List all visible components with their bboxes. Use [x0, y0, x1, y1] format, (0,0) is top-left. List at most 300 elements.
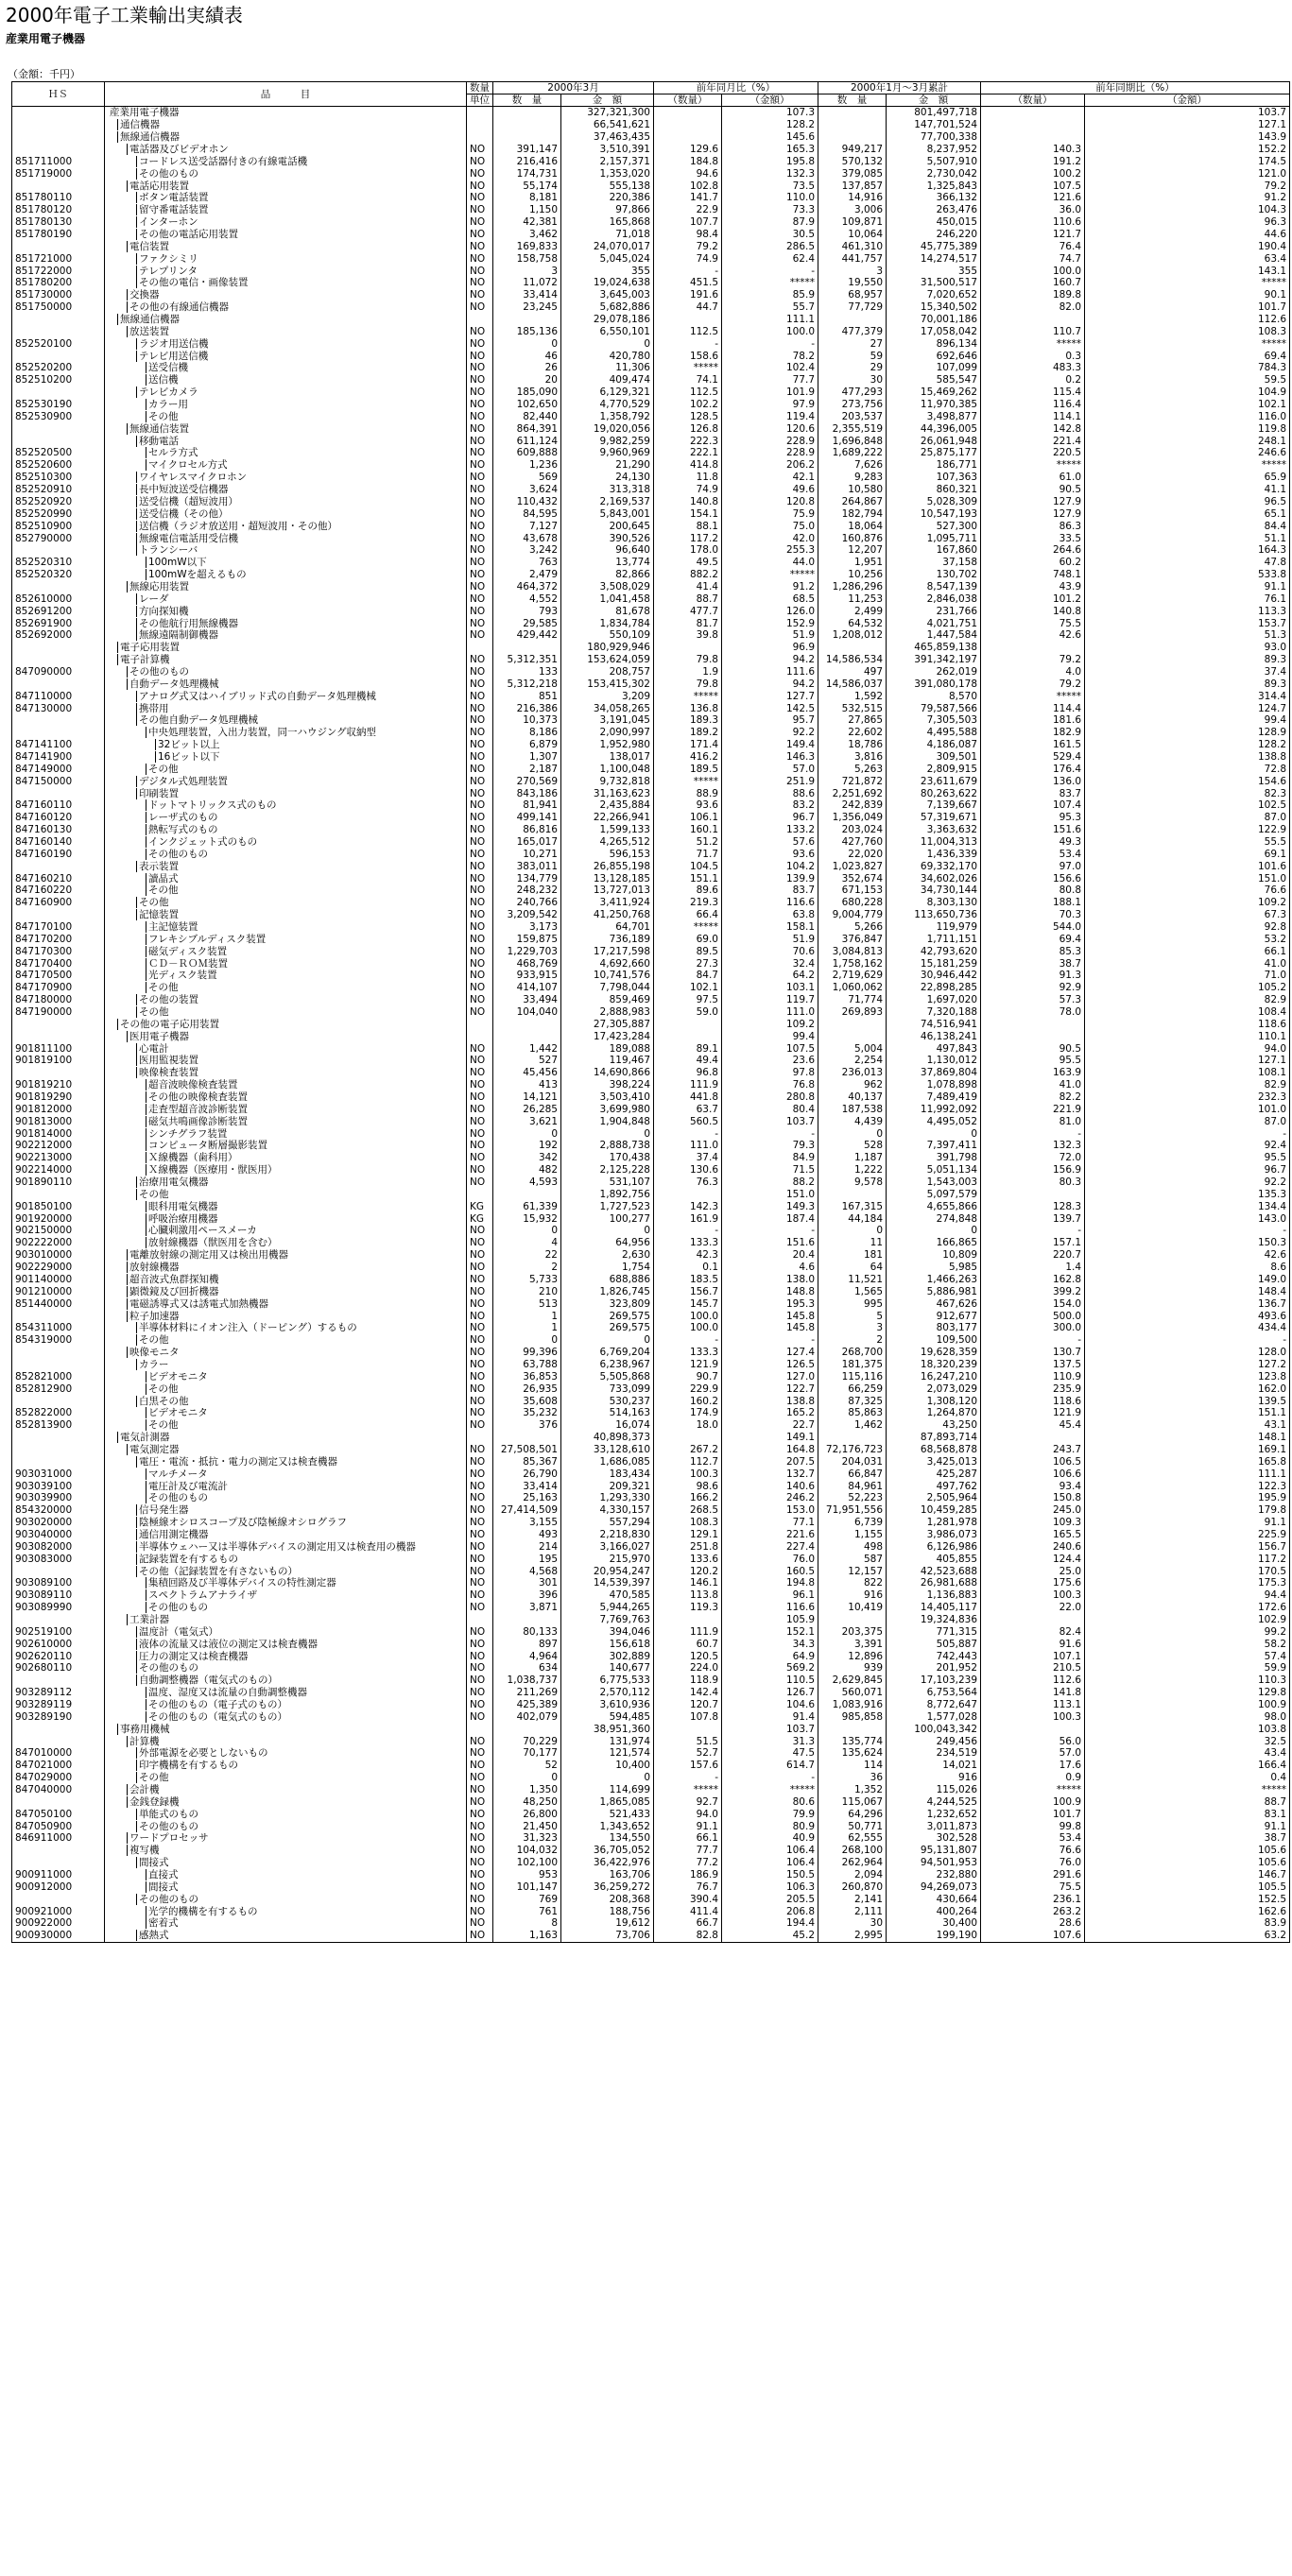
month-amount: 6,775,533	[561, 1674, 654, 1687]
cum-qty: 5,263	[818, 763, 887, 775]
qty-unit: NO	[467, 1103, 493, 1115]
month-amount-pct: 57.6	[722, 836, 818, 849]
cum-qty-pct: 116.4	[981, 399, 1085, 411]
month-qty: 55,174	[493, 180, 561, 192]
month-qty	[493, 642, 561, 654]
month-qty-pct	[654, 1614, 722, 1626]
table-row	[12, 1492, 1290, 1504]
qty-unit: NO	[467, 252, 493, 265]
month-qty: 36,853	[493, 1370, 561, 1382]
hs-code: 852520990	[12, 507, 105, 520]
hs-code: 901850100	[12, 1200, 105, 1212]
month-amount-pct: 107.5	[722, 1042, 818, 1055]
cum-amount-pct: 127.2	[1085, 1359, 1290, 1371]
month-amount-pct: 88.6	[722, 787, 818, 799]
table-row	[12, 1152, 1290, 1164]
cum-amount: 6,753,564	[887, 1687, 981, 1699]
month-amount: 3,191,045	[561, 714, 654, 727]
month-amount-pct: 73.5	[722, 180, 818, 192]
cum-qty-pct: 107.6	[981, 1930, 1085, 1942]
qty-unit: NO	[467, 386, 493, 399]
month-qty: 763	[493, 557, 561, 569]
month-qty: 1,038,737	[493, 1674, 561, 1687]
month-amount-pct: 145.8	[722, 1322, 818, 1334]
cum-amount-pct: 175.3	[1085, 1577, 1290, 1589]
hs-code: 847170500	[12, 970, 105, 982]
qty-unit: NO	[467, 1322, 493, 1334]
cum-qty-pct: 41.0	[981, 1079, 1085, 1091]
table-row	[12, 192, 1290, 204]
table-row	[12, 1565, 1290, 1577]
table-row	[12, 787, 1290, 799]
qty-unit: NO	[467, 569, 493, 581]
month-qty: 3,173	[493, 921, 561, 934]
cum-amount-pct: 225.9	[1085, 1529, 1290, 1541]
cum-qty-pct: 53.4	[981, 848, 1085, 860]
cum-qty: 3,084,813	[818, 945, 887, 957]
month-amount: 1,952,980	[561, 739, 654, 751]
hs-code: 847170200	[12, 933, 105, 945]
cum-amount: 30,400	[887, 1917, 981, 1930]
month-amount: 688,886	[561, 1274, 654, 1286]
month-qty: 84,595	[493, 507, 561, 520]
item-name: 送受信機（超短波用）	[105, 496, 467, 508]
table-body	[12, 107, 1290, 1943]
month-amount: 2,218,830	[561, 1529, 654, 1541]
hs-code: 903039900	[12, 1492, 105, 1504]
cum-qty-pct: 245.0	[981, 1504, 1085, 1517]
month-qty-pct: *****	[654, 362, 722, 374]
cum-amount: 1,466,263	[887, 1274, 981, 1286]
item-name: 送受信機（その他）	[105, 507, 467, 520]
item-name: 100mW以下	[105, 557, 467, 569]
hs-code: 902610000	[12, 1638, 105, 1650]
cum-qty: 0	[818, 1127, 887, 1140]
cum-qty: 181,375	[818, 1359, 887, 1371]
table-row	[12, 507, 1290, 520]
month-amount: 470,585	[561, 1589, 654, 1602]
month-amount-pct: 97.8	[722, 1067, 818, 1079]
cum-amount: 309,501	[887, 751, 981, 764]
cum-amount: 34,602,026	[887, 872, 981, 884]
month-amount-pct: 151.0	[722, 1188, 818, 1200]
header-qty-unit: 数量	[467, 82, 493, 94]
item-name: その他のもの（電子式のもの）	[105, 1699, 467, 1711]
month-qty-pct: 51.5	[654, 1735, 722, 1747]
month-qty-pct	[654, 107, 722, 119]
month-qty-pct: *****	[654, 1784, 722, 1796]
cum-qty-pct: 82.0	[981, 301, 1085, 314]
qty-unit: NO	[467, 1055, 493, 1067]
qty-unit: NO	[467, 1529, 493, 1541]
cum-qty: 242,839	[818, 799, 887, 812]
cum-qty-pct: 74.7	[981, 252, 1085, 265]
qty-unit: NO	[467, 1395, 493, 1407]
cum-qty: 477,293	[818, 386, 887, 399]
cum-qty-pct: 36.0	[981, 204, 1085, 216]
month-amount: 733,099	[561, 1382, 654, 1395]
month-qty-pct: 107.8	[654, 1710, 722, 1723]
month-qty: 3,242	[493, 544, 561, 557]
cum-amount-pct: 179.8	[1085, 1504, 1290, 1517]
cum-amount: 5,985	[887, 1262, 981, 1274]
cum-amount: 94,501,953	[887, 1857, 981, 1869]
month-qty-pct: -	[654, 337, 722, 350]
cum-qty: 77,729	[818, 301, 887, 314]
month-amount: 420,780	[561, 350, 654, 362]
cum-amount-pct: 63.2	[1085, 1930, 1290, 1942]
month-qty: 468,769	[493, 957, 561, 970]
item-name: 無線通信機器	[105, 314, 467, 326]
item-name: その他の有線通信機器	[105, 301, 467, 314]
hs-code: 852520320	[12, 569, 105, 581]
hs-code: 852821000	[12, 1370, 105, 1382]
month-qty-pct: 89.6	[654, 884, 722, 897]
table-row	[12, 1517, 1290, 1529]
qty-unit: NO	[467, 970, 493, 982]
cum-amount: 3,498,877	[887, 410, 981, 422]
item-name: 治療用電気機器	[105, 1176, 467, 1189]
month-amount: 163,706	[561, 1869, 654, 1881]
item-name: その他	[105, 897, 467, 909]
month-amount-pct: 165.3	[722, 144, 818, 156]
cum-amount: 19,324,836	[887, 1614, 981, 1626]
qty-unit: NO	[467, 1710, 493, 1723]
month-qty: 7,127	[493, 520, 561, 532]
month-amount: 29,078,186	[561, 314, 654, 326]
month-amount: 6,238,967	[561, 1359, 654, 1371]
month-qty: 85,367	[493, 1455, 561, 1468]
hs-code	[12, 581, 105, 593]
qty-unit: NO	[467, 678, 493, 690]
month-amount-pct: -	[722, 337, 818, 350]
month-amount: 1,599,133	[561, 824, 654, 836]
cum-qty-pct: 100.3	[981, 1589, 1085, 1602]
cum-qty: 949,217	[818, 144, 887, 156]
month-amount-pct: 80.9	[722, 1820, 818, 1832]
cum-qty-pct: 100.0	[981, 265, 1085, 277]
table-row	[12, 1602, 1290, 1614]
item-name: 放射線機器	[105, 1262, 467, 1274]
month-amount-pct: 145.6	[722, 131, 818, 144]
qty-unit: NO	[467, 1699, 493, 1711]
item-name: 液体の流量又は液位の測定又は検査機器	[105, 1638, 467, 1650]
qty-unit: NO	[467, 1480, 493, 1492]
month-qty: 3,155	[493, 1517, 561, 1529]
month-amount: 21,290	[561, 459, 654, 472]
month-amount-pct: *****	[722, 569, 818, 581]
cum-qty	[818, 1018, 887, 1030]
cum-qty-pct: 500.0	[981, 1310, 1085, 1322]
month-qty: 240,766	[493, 897, 561, 909]
qty-unit	[467, 1018, 493, 1030]
cum-amount-pct: 94.0	[1085, 1042, 1290, 1055]
month-qty: 26,800	[493, 1808, 561, 1820]
table-row	[12, 1480, 1290, 1492]
month-qty: 769	[493, 1893, 561, 1905]
qty-unit: NO	[467, 459, 493, 472]
hs-code	[12, 107, 105, 119]
cum-qty-pct: 220.5	[981, 447, 1085, 459]
table-row	[12, 520, 1290, 532]
qty-unit: NO	[467, 155, 493, 167]
item-name: 半導体ウェハー又は半導体デバイスの測定用又は検査用の機器	[105, 1540, 467, 1553]
hs-code: 847160140	[12, 836, 105, 849]
hs-code: 852520920	[12, 496, 105, 508]
table-row	[12, 314, 1290, 326]
table-row	[12, 945, 1290, 957]
hs-code: 847010000	[12, 1747, 105, 1760]
cum-amount-pct: 92.4	[1085, 1140, 1290, 1152]
table-row	[12, 970, 1290, 982]
cum-qty-pct: 236.1	[981, 1893, 1085, 1905]
month-amount-pct: 96.9	[722, 642, 818, 654]
hs-code	[12, 325, 105, 337]
month-qty: 102,100	[493, 1857, 561, 1869]
cum-qty-pct: 121.9	[981, 1407, 1085, 1419]
month-amount: 119,467	[561, 1055, 654, 1067]
cum-amount: 19,628,359	[887, 1347, 981, 1359]
cum-amount-pct: 151.1	[1085, 1407, 1290, 1419]
cum-amount-pct: 83.1	[1085, 1808, 1290, 1820]
cum-amount-pct: 42.6	[1085, 1249, 1290, 1262]
month-qty-pct: 441.8	[654, 1091, 722, 1104]
cum-qty: 137,857	[818, 180, 887, 192]
cum-qty-pct	[981, 107, 1085, 119]
month-amount: 97,866	[561, 204, 654, 216]
header-cum-yoy: 前年同期比（%）	[981, 82, 1290, 94]
cum-amount: 4,655,866	[887, 1200, 981, 1212]
table-row	[12, 1310, 1290, 1322]
month-qty: 851	[493, 690, 561, 702]
month-qty: 953	[493, 1869, 561, 1881]
cum-qty: 262,964	[818, 1857, 887, 1869]
month-qty-pct: 189.5	[654, 763, 722, 775]
cum-amount-pct: 88.7	[1085, 1795, 1290, 1808]
month-amount: 2,169,537	[561, 496, 654, 508]
item-name: ワイヤレスマイクロホン	[105, 472, 467, 484]
cum-qty-pct	[981, 1188, 1085, 1200]
cum-qty: 268,700	[818, 1347, 887, 1359]
cum-qty-pct: 75.5	[981, 617, 1085, 629]
table-row	[12, 1577, 1290, 1589]
month-qty-pct: 39.8	[654, 629, 722, 642]
hs-code: 852520310	[12, 557, 105, 569]
cum-amount: 79,587,566	[887, 702, 981, 714]
item-name: 100mWを超えるもの	[105, 569, 467, 581]
month-amount: 24,130	[561, 472, 654, 484]
cum-qty-pct	[981, 1018, 1085, 1030]
month-qty-pct: 414.8	[654, 459, 722, 472]
cum-amount-pct: 127.1	[1085, 119, 1290, 131]
month-amount: 3,209	[561, 690, 654, 702]
table-row	[12, 435, 1290, 447]
qty-unit: NO	[467, 957, 493, 970]
item-name: 超音波映像検査装置	[105, 1079, 467, 1091]
month-amount: 594,485	[561, 1710, 654, 1723]
cum-qty-pct: 100.2	[981, 167, 1085, 180]
cum-amount-pct: 138.8	[1085, 751, 1290, 764]
table-row	[12, 1432, 1290, 1444]
month-amount: 200,645	[561, 520, 654, 532]
item-name: 会計機	[105, 1784, 467, 1796]
table-row	[12, 1540, 1290, 1553]
cum-amount-pct: 105.5	[1085, 1880, 1290, 1893]
qty-unit: NO	[467, 897, 493, 909]
cum-qty-pct: 57.3	[981, 994, 1085, 1006]
item-name: ビデオモニタ	[105, 1370, 467, 1382]
cum-qty-pct: 118.6	[981, 1395, 1085, 1407]
month-qty: 110,432	[493, 496, 561, 508]
cum-qty-pct: 17.6	[981, 1760, 1085, 1772]
cum-qty-pct: 85.3	[981, 945, 1085, 957]
month-amount: 66,541,621	[561, 119, 654, 131]
cum-amount-pct: -	[1085, 1225, 1290, 1237]
cum-amount-pct: 190.4	[1085, 240, 1290, 252]
month-qty-pct: 74.9	[654, 252, 722, 265]
item-name: その他のもの（電気式のもの）	[105, 1710, 467, 1723]
cum-amount-pct: 76.1	[1085, 592, 1290, 605]
month-amount-pct: 119.4	[722, 410, 818, 422]
table-row	[12, 1905, 1290, 1917]
month-amount-pct: 206.8	[722, 1905, 818, 1917]
cum-qty-pct: 529.4	[981, 751, 1085, 764]
month-amount: 0	[561, 1772, 654, 1784]
qty-unit: NO	[467, 410, 493, 422]
table-row	[12, 1699, 1290, 1711]
table-row	[12, 569, 1290, 581]
month-amount-pct: 76.0	[722, 1553, 818, 1565]
month-amount: 138,017	[561, 751, 654, 764]
cum-qty: 2	[818, 1334, 887, 1347]
cum-qty-pct: 72.0	[981, 1152, 1085, 1164]
month-qty: 104,032	[493, 1845, 561, 1857]
month-qty-pct: 59.0	[654, 1006, 722, 1019]
month-amount: 0	[561, 1225, 654, 1237]
hs-code: 852520910	[12, 484, 105, 496]
cum-qty-pct: 106.5	[981, 1455, 1085, 1468]
month-qty: 14,121	[493, 1091, 561, 1104]
cum-amount-pct: 102.5	[1085, 799, 1290, 812]
month-qty-pct: 251.8	[654, 1540, 722, 1553]
cum-amount-pct: 98.0	[1085, 1710, 1290, 1723]
item-name: 呼吸治療用機器	[105, 1212, 467, 1225]
item-name: その他のもの	[105, 666, 467, 678]
qty-unit: NO	[467, 1784, 493, 1796]
table-row	[12, 459, 1290, 472]
hs-code: 854320000	[12, 1504, 105, 1517]
cum-amount: 5,051,134	[887, 1164, 981, 1176]
hs-code: 847170100	[12, 921, 105, 934]
month-qty-pct: 113.8	[654, 1589, 722, 1602]
item-name: 中央処理装置，入出力装置，同一ハウジング収納型	[105, 727, 467, 739]
month-amount-pct: 195.3	[722, 1297, 818, 1310]
cum-qty: 187,538	[818, 1103, 887, 1115]
cum-qty-pct	[981, 314, 1085, 326]
cum-amount-pct: 59.9	[1085, 1662, 1290, 1674]
cum-qty: 0	[818, 1225, 887, 1237]
month-qty-pct: *****	[654, 690, 722, 702]
cum-qty: 497	[818, 666, 887, 678]
cum-amount-pct: 117.2	[1085, 1553, 1290, 1565]
cum-qty: 14,586,534	[818, 654, 887, 666]
month-qty: 82,440	[493, 410, 561, 422]
cum-amount: 201,952	[887, 1662, 981, 1674]
cum-qty-pct: 132.3	[981, 1140, 1085, 1152]
cum-qty-pct: 128.3	[981, 1200, 1085, 1212]
month-amount-pct: 569.2	[722, 1662, 818, 1674]
month-qty-pct: 102.8	[654, 180, 722, 192]
qty-unit: NO	[467, 1115, 493, 1127]
qty-unit: NO	[467, 1468, 493, 1480]
cum-qty-pct: 0.3	[981, 350, 1085, 362]
month-qty-pct: 121.9	[654, 1359, 722, 1371]
qty-unit: NO	[467, 1747, 493, 1760]
qty-unit: NO	[467, 1845, 493, 1857]
cum-qty	[818, 1030, 887, 1042]
hs-code	[12, 1444, 105, 1456]
table-row	[12, 265, 1290, 277]
item-name: カラー	[105, 1359, 467, 1371]
cum-amount-pct: 89.3	[1085, 654, 1290, 666]
cum-amount-pct: *****	[1085, 337, 1290, 350]
month-amount: 9,982,259	[561, 435, 654, 447]
month-amount-pct: 99.4	[722, 1030, 818, 1042]
hs-code: 903039100	[12, 1480, 105, 1492]
item-name: 讀晶式	[105, 872, 467, 884]
qty-unit	[467, 131, 493, 144]
cum-amount: 5,507,910	[887, 155, 981, 167]
hs-code	[12, 131, 105, 144]
month-qty: 46	[493, 350, 561, 362]
table-row	[12, 1395, 1290, 1407]
cum-amount: 355	[887, 265, 981, 277]
qty-unit: NO	[467, 836, 493, 849]
month-amount: 530,237	[561, 1395, 654, 1407]
month-qty	[493, 107, 561, 119]
hs-code: 903289190	[12, 1710, 105, 1723]
hs-code: 902214000	[12, 1164, 105, 1176]
qty-unit: NO	[467, 1127, 493, 1140]
hs-code: 847110000	[12, 690, 105, 702]
cum-qty-pct	[981, 1614, 1085, 1626]
table-row	[12, 362, 1290, 374]
month-qty-pct: 451.5	[654, 277, 722, 289]
item-name: コードレス送受話器付きの有線電話機	[105, 155, 467, 167]
month-amount-pct: 194.8	[722, 1577, 818, 1589]
qty-unit: NO	[467, 325, 493, 337]
cum-qty: 1,060,062	[818, 982, 887, 994]
item-name: 留守番電話装置	[105, 204, 467, 216]
cum-qty: 115,116	[818, 1370, 887, 1382]
hs-code: 901140000	[12, 1274, 105, 1286]
qty-unit: NO	[467, 1382, 493, 1395]
cum-amount-pct: 66.1	[1085, 945, 1290, 957]
month-qty-pct: 142.3	[654, 1200, 722, 1212]
month-qty: 402,079	[493, 1710, 561, 1723]
month-amount-pct: 40.9	[722, 1832, 818, 1845]
month-qty: 1,442	[493, 1042, 561, 1055]
cum-amount: 2,730,042	[887, 167, 981, 180]
month-amount: 5,944,265	[561, 1602, 654, 1614]
hs-code: 854311000	[12, 1322, 105, 1334]
month-qty-pct: 156.7	[654, 1285, 722, 1297]
cum-qty-pct: 22.0	[981, 1602, 1085, 1614]
cum-amount: 107,363	[887, 472, 981, 484]
month-amount-pct: 23.6	[722, 1055, 818, 1067]
cum-qty-pct: 56.0	[981, 1735, 1085, 1747]
cum-qty-pct: 91.6	[981, 1638, 1085, 1650]
